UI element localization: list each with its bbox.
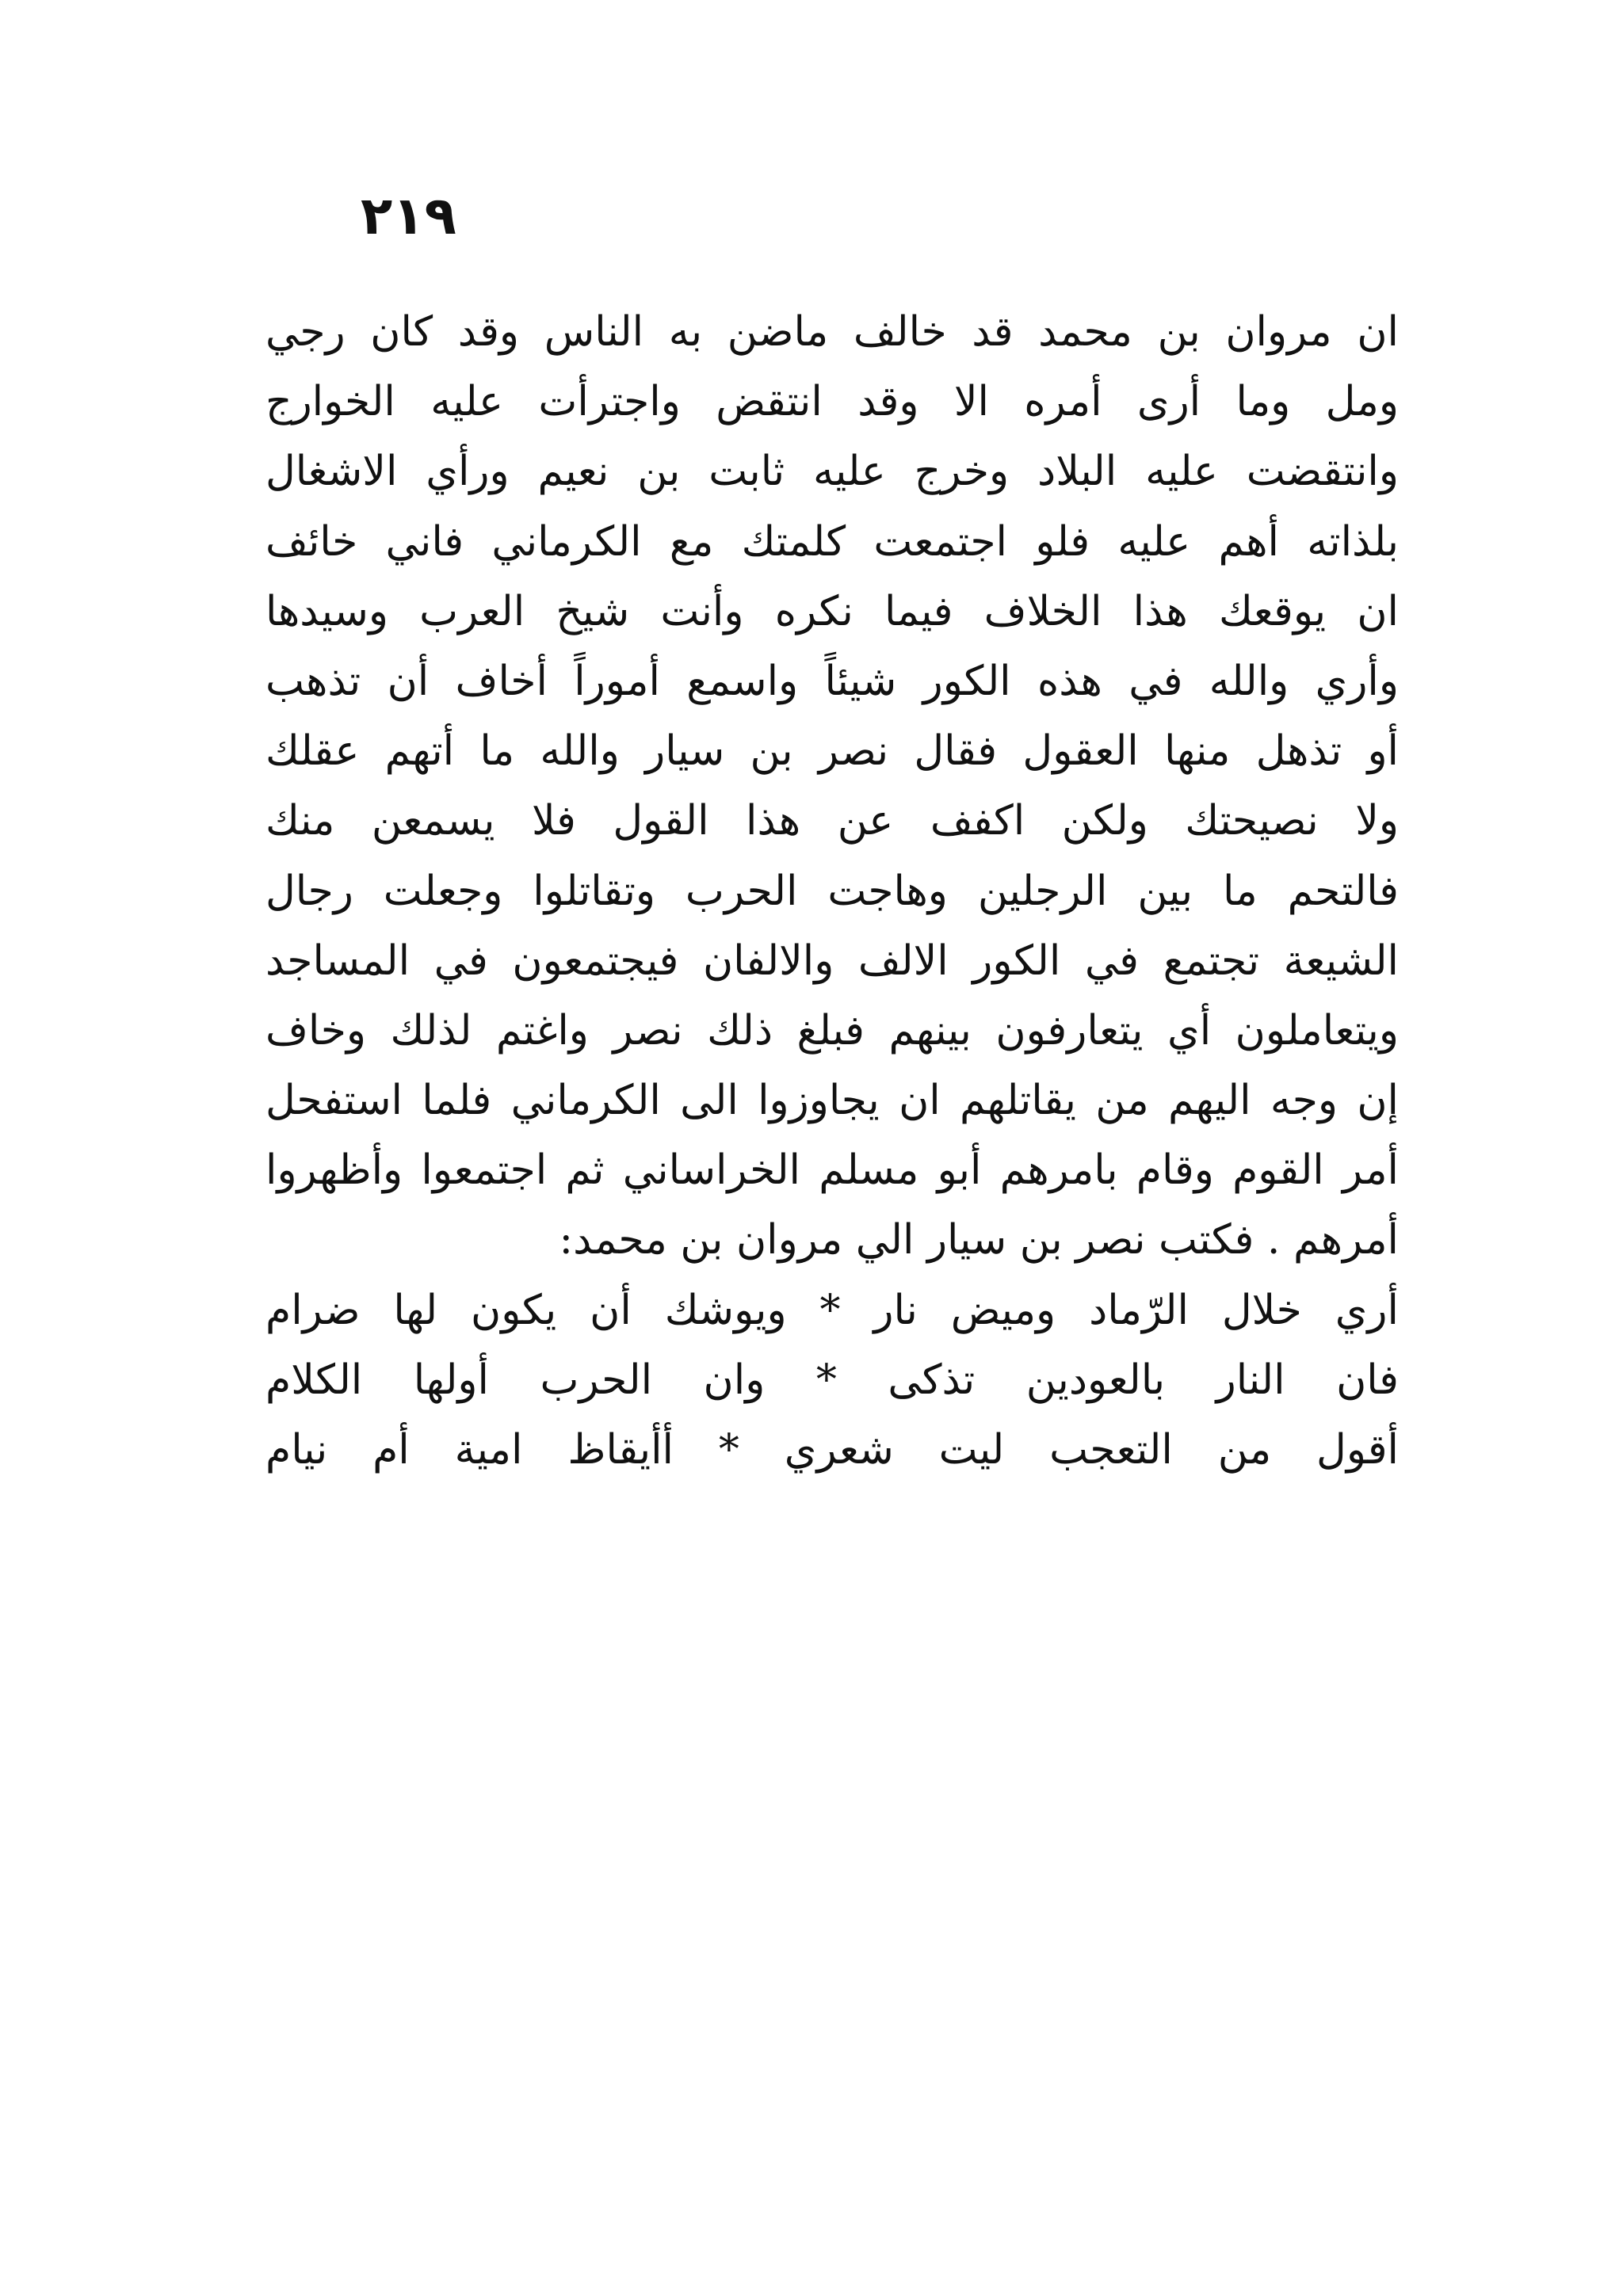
prose-line: ان مروان بن محمد قد خالف ماضن به الناس وقد كان رجي [265, 308, 1399, 356]
prose-line: إن وجه اليهم من يقاتلهم ان يجاوزوا الى الكرماني فلما استفحل [265, 1077, 1399, 1125]
page-number: ٢١٩ [361, 185, 456, 246]
prose-line: أو تذهل منها العقول فقال نصر بن سيار والله ما أتهم عقلك [265, 727, 1399, 776]
prose-line: أمرهم . فكتب نصر بن سيار الي مروان بن محمد: [559, 1216, 1399, 1264]
prose-line: بلذاته أهم عليه فلو اجتمعت كلمتك مع الكرماني فاني خائف [265, 517, 1399, 566]
prose-line: وأري والله في هذه الكور شيئاً واسمع أموراً أخاف أن تذهب [265, 657, 1399, 705]
body-text [265, 297, 1399, 1485]
prose-line: وانتقضت عليه البلاد وخرج عليه ثابت بن نعيم ورأي الاشغال [265, 448, 1399, 496]
prose-line: ان يوقعك هذا الخلاف فيما نكره وأنت شيخ العرب وسيدها [265, 587, 1399, 635]
prose-line: ويتعاملون أي يتعارفون بينهم فبلغ ذلك نصر واغتم لذلك وخاف [265, 1006, 1399, 1055]
verse-line: أري خلال الرّماد وميض نار * ويوشك أن يكون لها ضرام [265, 1286, 1399, 1334]
verse-line: أقول من التعجب ليت شعري * أأيقاظ امية أم نيام [265, 1426, 1399, 1474]
prose-line: الشيعة تجتمع في الكور الالف والالفان فيجتمعون في المساجد [265, 936, 1399, 985]
verse-line: فان النار بالعودين تذكى * وان الحرب أولها الكلام [265, 1356, 1399, 1404]
prose-line: فالتحم ما بين الرجلين وهاجت الحرب وتقاتلوا وجعلت رجال [265, 867, 1399, 915]
prose-line: أمر القوم وقام بامرهم أبو مسلم الخراساني ثم اجتمعوا وأظهروا [265, 1146, 1399, 1195]
prose-line: ومل وما أرى أمره الا وقد انتقض واجترأت عليه الخوارج [265, 378, 1399, 426]
prose-line: ولا نصيحتك ولكن اكفف عن هذا القول فلا يسمعن منك [265, 797, 1399, 845]
